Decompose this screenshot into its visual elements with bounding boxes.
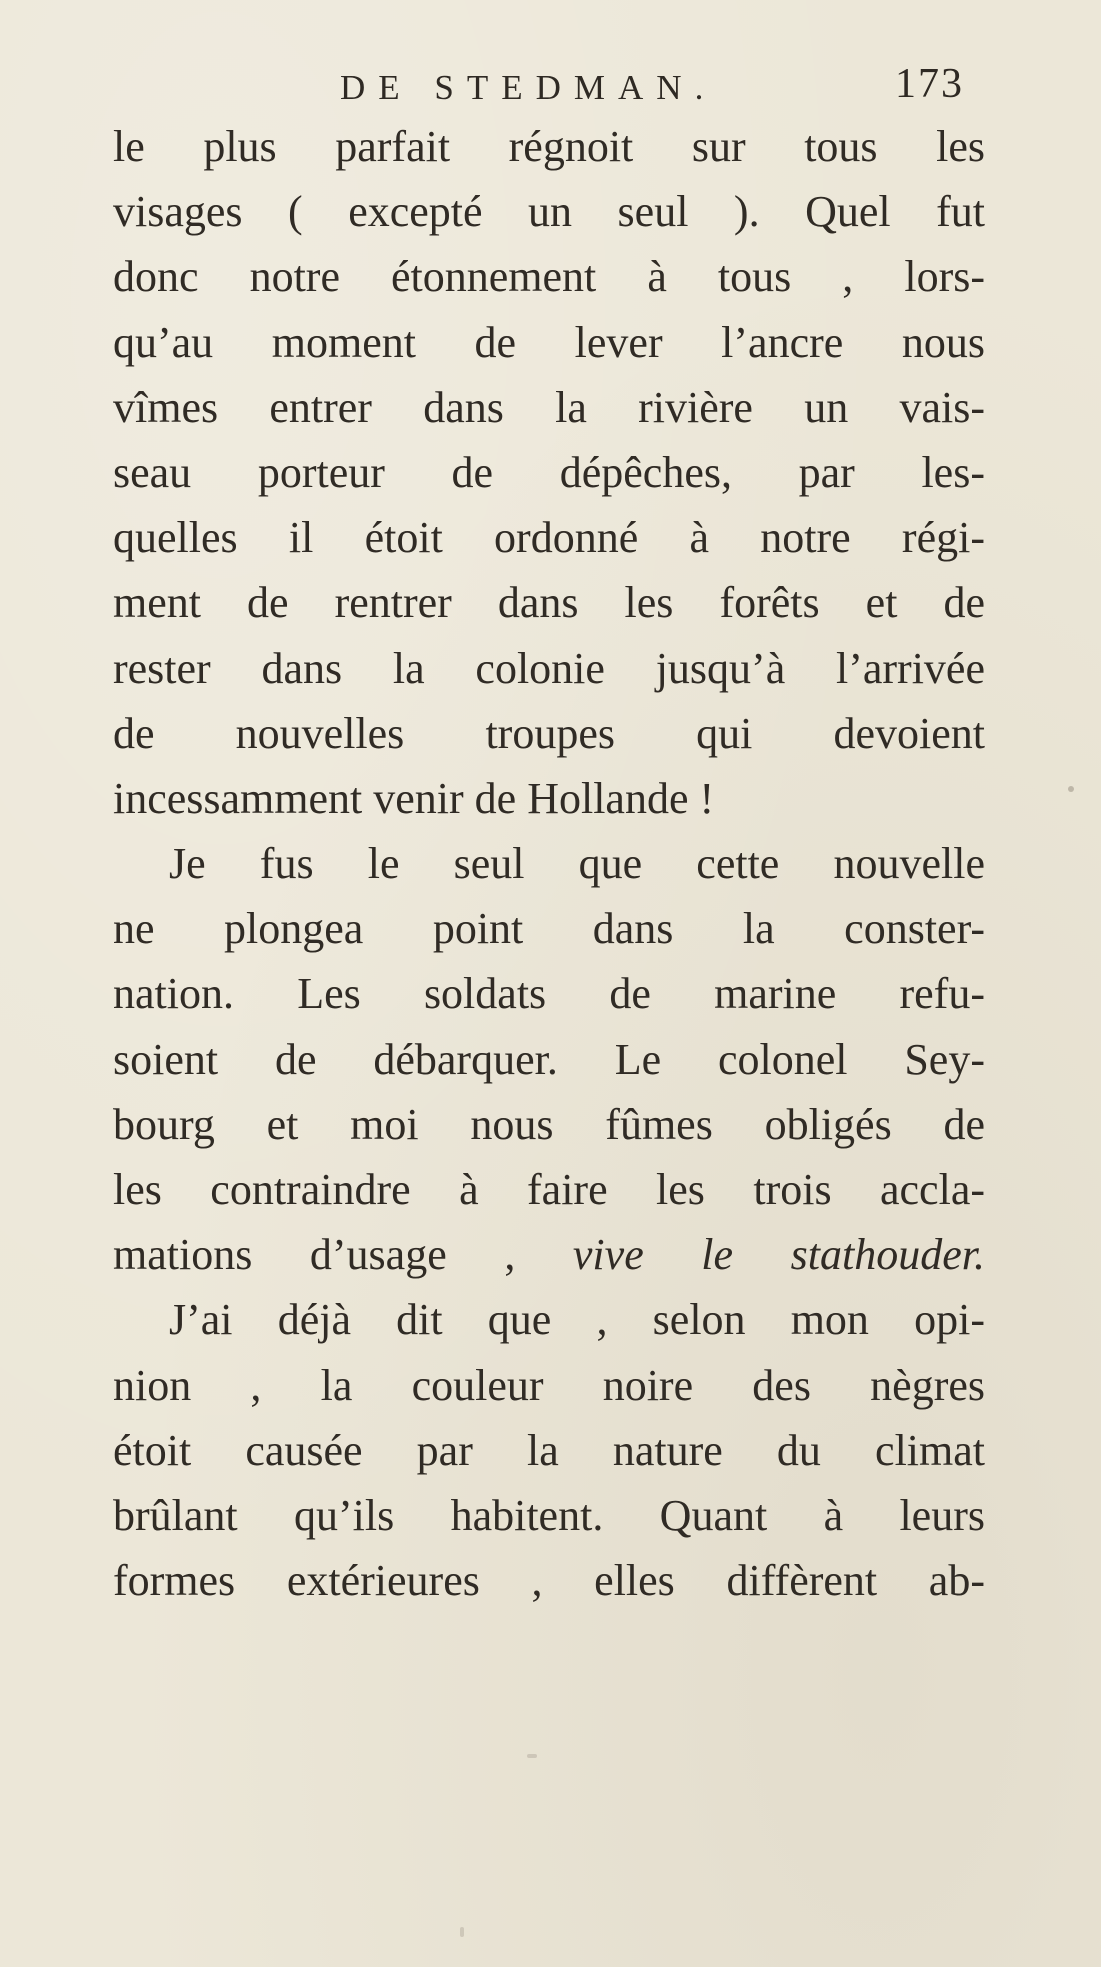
text-line bbox=[113, 1222, 985, 1287]
line-text: mations d’usage , bbox=[113, 1230, 573, 1280]
text-line: donc notre étonnement à tous , lors- bbox=[113, 252, 985, 302]
text-line: les contraindre à faire les trois accla- bbox=[113, 1165, 985, 1214]
text-line: seau porteur de dépêches, par les- bbox=[113, 447, 985, 497]
text-line: soient de débarquer. Le colonel Sey- bbox=[113, 1034, 985, 1084]
text-line: J’ai déjà dit que , selon mon opi- bbox=[169, 1295, 985, 1345]
paper-speck bbox=[460, 1927, 464, 1937]
text-line: incessamment venir de Hollande ! bbox=[113, 773, 715, 823]
paper-speck bbox=[527, 1754, 537, 1758]
text-line: brûlant qu’ils habitent. Quant à leurs bbox=[113, 1490, 985, 1540]
text-line: Je fus le seul que cette nouvelle bbox=[169, 839, 985, 889]
text-line: étoit causée par la nature du climat bbox=[113, 1425, 985, 1475]
italic-phrase: vive le stathouder. bbox=[572, 1230, 985, 1280]
running-head bbox=[0, 58, 1101, 118]
text-line: ment de rentrer dans les forêts et de bbox=[113, 578, 985, 628]
text-line: de nouvelles troupes qui devoient bbox=[113, 708, 985, 758]
text-line: nation. Les soldats de marine refu- bbox=[113, 969, 985, 1019]
text-line: vîmes entrer dans la rivière un vais- bbox=[113, 382, 985, 432]
paper-speck bbox=[1068, 786, 1074, 792]
text-line: quelles il étoit ordonné à notre régi- bbox=[113, 513, 985, 563]
text-line: qu’au moment de lever l’ancre nous bbox=[113, 317, 985, 367]
text-line: visages ( excepté un seul ). Quel fut bbox=[113, 187, 985, 237]
page-number: 173 bbox=[895, 61, 964, 107]
running-head-title: DE STEDMAN. bbox=[340, 68, 717, 107]
text-line: ne plongea point dans la conster- bbox=[113, 904, 985, 954]
text-line: formes extérieures , elles diffèrent ab- bbox=[113, 1556, 985, 1606]
text-line: nion , la couleur noire des nègres bbox=[113, 1360, 985, 1410]
body-text bbox=[113, 114, 985, 1613]
text-line: bourg et moi nous fûmes obligés de bbox=[113, 1099, 985, 1149]
text-line: rester dans la colonie jusqu’à l’arrivée bbox=[113, 643, 985, 693]
text-line: le plus parfait régnoit sur tous les bbox=[113, 122, 985, 171]
